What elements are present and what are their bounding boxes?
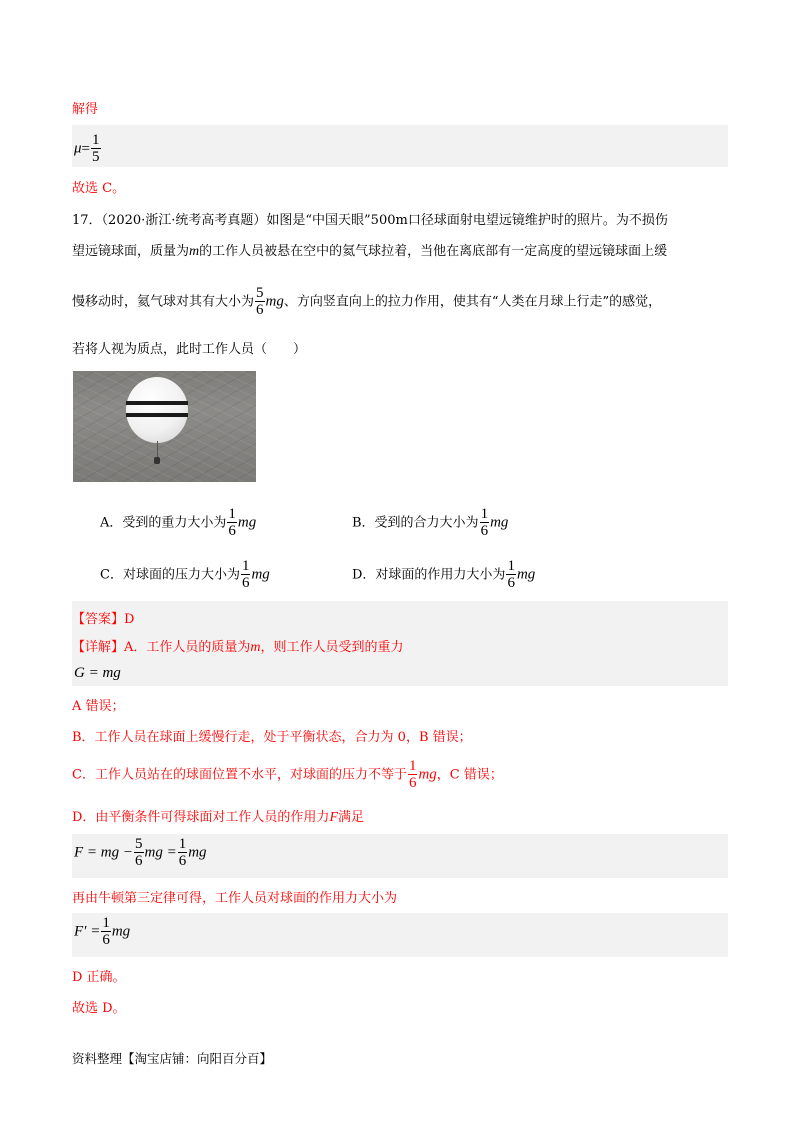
- reaction-eq-fraction: [101, 916, 111, 948]
- solution-label: 解得: [72, 102, 99, 117]
- d-explanation-pre: D．由平衡条件可得球面对工作人员的作用力: [72, 810, 330, 825]
- pull-fraction: [255, 286, 265, 318]
- mu-numerator: 1: [92, 132, 100, 148]
- question-line-2-pre: 望远镜球面，质量为: [72, 244, 190, 259]
- option-a: [100, 507, 256, 539]
- c-explanation-pre: C．工作人员站在的球面位置不水平，对球面的压力不等于: [72, 767, 407, 783]
- force-eq-den-1: 6: [135, 853, 143, 869]
- option-b-mg: mg: [490, 514, 509, 531]
- question-line-2: [72, 240, 667, 260]
- force-symbol: F: [329, 810, 338, 825]
- newton-third-law: 再由牛顿第三定律可得，工作人员对球面的作用力大小为: [72, 891, 398, 906]
- question-line-3-pre: 慢移动时，氦气球对其有大小为: [72, 294, 255, 310]
- reaction-eq-mg: mg: [111, 923, 131, 940]
- pull-numerator: 5: [256, 285, 264, 301]
- question-line-1: 17．（2020·浙江·统考高考真题）如图是“中国天眼”500m口径球面射电望远镜维护时的照片。为不损伤: [72, 213, 668, 228]
- option-c-numerator: 1: [241, 558, 250, 574]
- option-b: [352, 507, 508, 539]
- option-a-fraction: [227, 507, 237, 539]
- option-d: [352, 559, 535, 591]
- option-c-text: C．对球面的压力大小为: [100, 567, 240, 583]
- option-a-mg: mg: [237, 514, 257, 531]
- gravity-equation: G = mg: [74, 665, 121, 681]
- footer-source: 资料整理【淘宝店铺：向阳百分百】: [72, 1051, 273, 1066]
- answer-c-conclusion: 故选 C。: [72, 181, 126, 196]
- option-c-denominator: 6: [241, 575, 250, 591]
- option-d-denominator: 6: [507, 575, 515, 591]
- question-line-2-post: 的工作人员被悬在空中的氦气球拉着，当他在离底部有一定高度的望远镜球面上缓: [199, 244, 668, 259]
- answer-label: 【答案】D: [72, 612, 135, 627]
- force-eq-mg: mg: [188, 844, 207, 861]
- mu-equation: [74, 133, 102, 165]
- mu-denominator: 5: [92, 149, 100, 165]
- force-equation: [74, 837, 207, 869]
- option-c-mg: mg: [251, 566, 270, 583]
- c-explanation: [72, 759, 503, 791]
- detail-a-mass: m: [250, 640, 261, 655]
- reaction-eq-lhs: F′ =: [74, 923, 101, 940]
- question-line-3: [72, 286, 661, 318]
- mass-symbol: m: [189, 244, 200, 259]
- option-c: [100, 559, 270, 591]
- option-b-fraction: [480, 507, 490, 539]
- d-explanation: [72, 806, 364, 826]
- option-a-denominator: 6: [228, 523, 236, 539]
- c-numerator: 1: [408, 758, 417, 774]
- option-d-numerator: 1: [507, 558, 515, 574]
- detail-a-post: ，则工作人员受到的重力: [260, 640, 404, 655]
- reaction-eq-num: 1: [102, 915, 110, 931]
- option-a-text: A．受到的重力大小为: [100, 515, 227, 531]
- d-correct: D 正确。: [72, 970, 126, 985]
- pull-mg: mg: [265, 293, 284, 310]
- option-c-fraction: [241, 559, 251, 591]
- pull-denominator: 6: [256, 302, 264, 318]
- reaction-eq-den: 6: [102, 932, 110, 948]
- a-wrong: A 错误；: [72, 699, 125, 714]
- detail-a-line: [72, 636, 404, 656]
- c-denominator: 6: [408, 775, 417, 791]
- mu-symbol: μ: [74, 140, 82, 157]
- detail-a-pre: A．工作人员的质量为: [124, 640, 251, 655]
- option-a-numerator: 1: [228, 506, 236, 522]
- option-b-denominator: 6: [480, 523, 489, 539]
- option-d-fraction: [506, 559, 516, 591]
- detail-label: 【详解】: [72, 640, 125, 655]
- balloon-band-upper: [126, 401, 188, 405]
- telescope-balloon-photo: [73, 371, 256, 482]
- d-explanation-post: 满足: [338, 810, 365, 825]
- reaction-equation: [74, 916, 130, 948]
- force-eq-mid: mg =: [144, 844, 177, 861]
- option-b-text: B．受到的合力大小为: [352, 515, 479, 531]
- force-eq-num-2: 1: [178, 836, 187, 852]
- c-mg: mg: [418, 766, 437, 783]
- force-eq-num-1: 5: [135, 836, 143, 852]
- force-eq-lhs: F = mg −: [74, 844, 133, 861]
- worker-figure: [154, 457, 160, 464]
- option-d-mg: mg: [516, 566, 536, 583]
- c-explanation-post: ，C 错误；: [436, 767, 503, 783]
- option-b-numerator: 1: [480, 506, 489, 522]
- reaction-equation-box: [72, 913, 728, 957]
- b-explanation: B．工作人员在球面上缓慢行走，处于平衡状态，合力为 0，B 错误；: [72, 730, 472, 745]
- helium-balloon: [126, 377, 188, 443]
- question-line-3-post: 、方向竖直向上的拉力作用，使其有“人类在月球上行走”的感觉，: [283, 294, 662, 310]
- option-d-text: D．对球面的作用力大小为: [352, 567, 506, 583]
- balloon-band-lower: [126, 413, 188, 417]
- mu-equation-box: [72, 125, 728, 167]
- equals-sign: =: [81, 140, 90, 157]
- force-eq-fraction-2: [178, 837, 188, 869]
- force-eq-fraction-1: [134, 837, 144, 869]
- question-line-4: 若将人视为质点，此时工作人员（ ）: [72, 342, 307, 357]
- force-eq-den-2: 6: [178, 853, 187, 869]
- answer-d-conclusion: 故选 D。: [72, 1001, 126, 1016]
- mu-fraction: [91, 133, 101, 165]
- c-fraction: [408, 759, 418, 791]
